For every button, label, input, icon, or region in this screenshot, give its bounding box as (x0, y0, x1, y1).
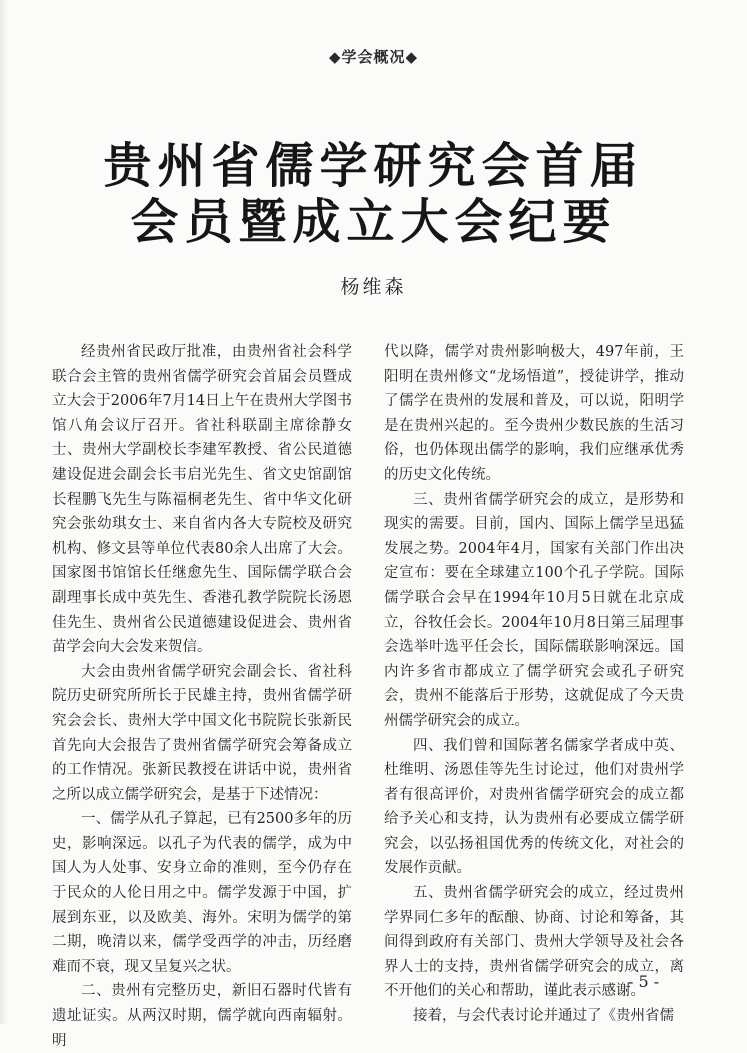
paragraph: 大会由贵州省儒学研究会副会长、省社科院历史研究所所长于民雄主持，贵州省儒学研究会会长、贵州大学中国文化书院院长张新民首先向大会报告了贵州省儒学研究会筹备成立的工作情况。张新民教授在讲话中说，贵州省之所以成立儒学研究会，是基于下述情况： (52, 663, 352, 803)
paragraph: 一、儒学从孔子算起，已有2500多年的历史，影响深远。以孔子为代表的儒学，成为中国人为人处事、安身立命的准则，至今仍存在于民众的人伦日用之中。儒学发源于中国，扩展到东亚，以及欧美、海外。宋明为儒学的第二期，晚清以来，儒学受西学的冲击，历经磨难而不衰，现又呈复兴之状。 (52, 811, 352, 975)
paragraph: 五、贵州省儒学研究会的成立，经过贵州学界同仁多年的酝酿、协商、讨论和筹备，其间得到政府有关部门、贵州大学领导及社会各界人士的支持，贵州省儒学研究会的成立，离不开他们的关心和帮助，谨此表示感谢。 (384, 885, 684, 1000)
paragraph: 二、贵州有完整历史，新旧石器时代皆有遗址证实。从两汉时期，儒学就向西南辐射。明 (52, 983, 352, 1049)
left-text-column (52, 340, 352, 1053)
right-text-column (384, 340, 684, 1029)
paragraph: 接着，与会代表讨论并通过了《贵州省儒 (413, 1008, 674, 1025)
paragraph: 三、贵州省儒学研究会的成立，是形势和现实的需要。目前，国内、国际上儒学呈迅猛发展之势。2004年4月，国家有关部门作出决定宣布：要在全球建立100个孔子学院。国际儒学联合会早在1994年10月5日就在北京成立，谷牧任会长。2004年10月8日第三届理事会选举叶选平任会长，国际儒联影响深远。国内许多省市都成立了儒学研究会或孔子研究会，贵州不能落后于形势，这就促成了今天贵州儒学研究会的成立。 (384, 491, 684, 729)
page-number: - 5 - (628, 972, 660, 991)
paragraph: 经贵州省民政厅批准，由贵州省社会科学联合会主管的贵州省儒学研究会首届会员暨成立大会于2006年7月14日上午在贵州大学图书馆八角会议厅召开。省社科联副主席徐静女士、贵州大学副校长李建军教授、省公民道德建设促进会副会长韦启光先生、省文史馆副馆长程鹏飞先生与陈福桐老先生、省中华文化研究会张幼琪女士、来自省内各大专院校及研究机构、修文县等单位代表80余人出席了大会。国家图书馆馆长任继愈先生、国际儒学联合会副理事长成中英先生、香港孔教学院院长汤恩佳先生、贵州省公民道德建设促进会、贵州省苗学会向大会发来贺信。 (52, 344, 352, 656)
paragraph: 四、我们曾和国际著名儒家学者成中英、杜维明、汤恩佳等先生讨论过，他们对贵州学者有很高评价，对贵州省儒学研究会的成立都给予关心和支持，认为贵州有必要成立儒学研究会，以弘扬祖国优秀的传统文化，对社会的发展作贡献。 (384, 737, 684, 877)
article-title-line-1: 贵州省儒学研究会首届 (103, 138, 644, 194)
article-author: 杨维森 (340, 276, 407, 298)
section-tag: ◆学会概况◆ (328, 48, 419, 66)
article-title-line-2: 会员暨成立大会纪要 (130, 194, 617, 250)
paragraph-continuation: 代以降，儒学对贵州影响极大，497年前，王阳明在贵州修文“龙场悟道”，授徒讲学，推动了儒学在贵州的发展和普及，可以说，阳明学是在贵州兴起的。至今贵州少数民族的生活习俗，也仍体现出儒学的影响，我们应继承优秀的历史文化传统。 (384, 344, 684, 483)
